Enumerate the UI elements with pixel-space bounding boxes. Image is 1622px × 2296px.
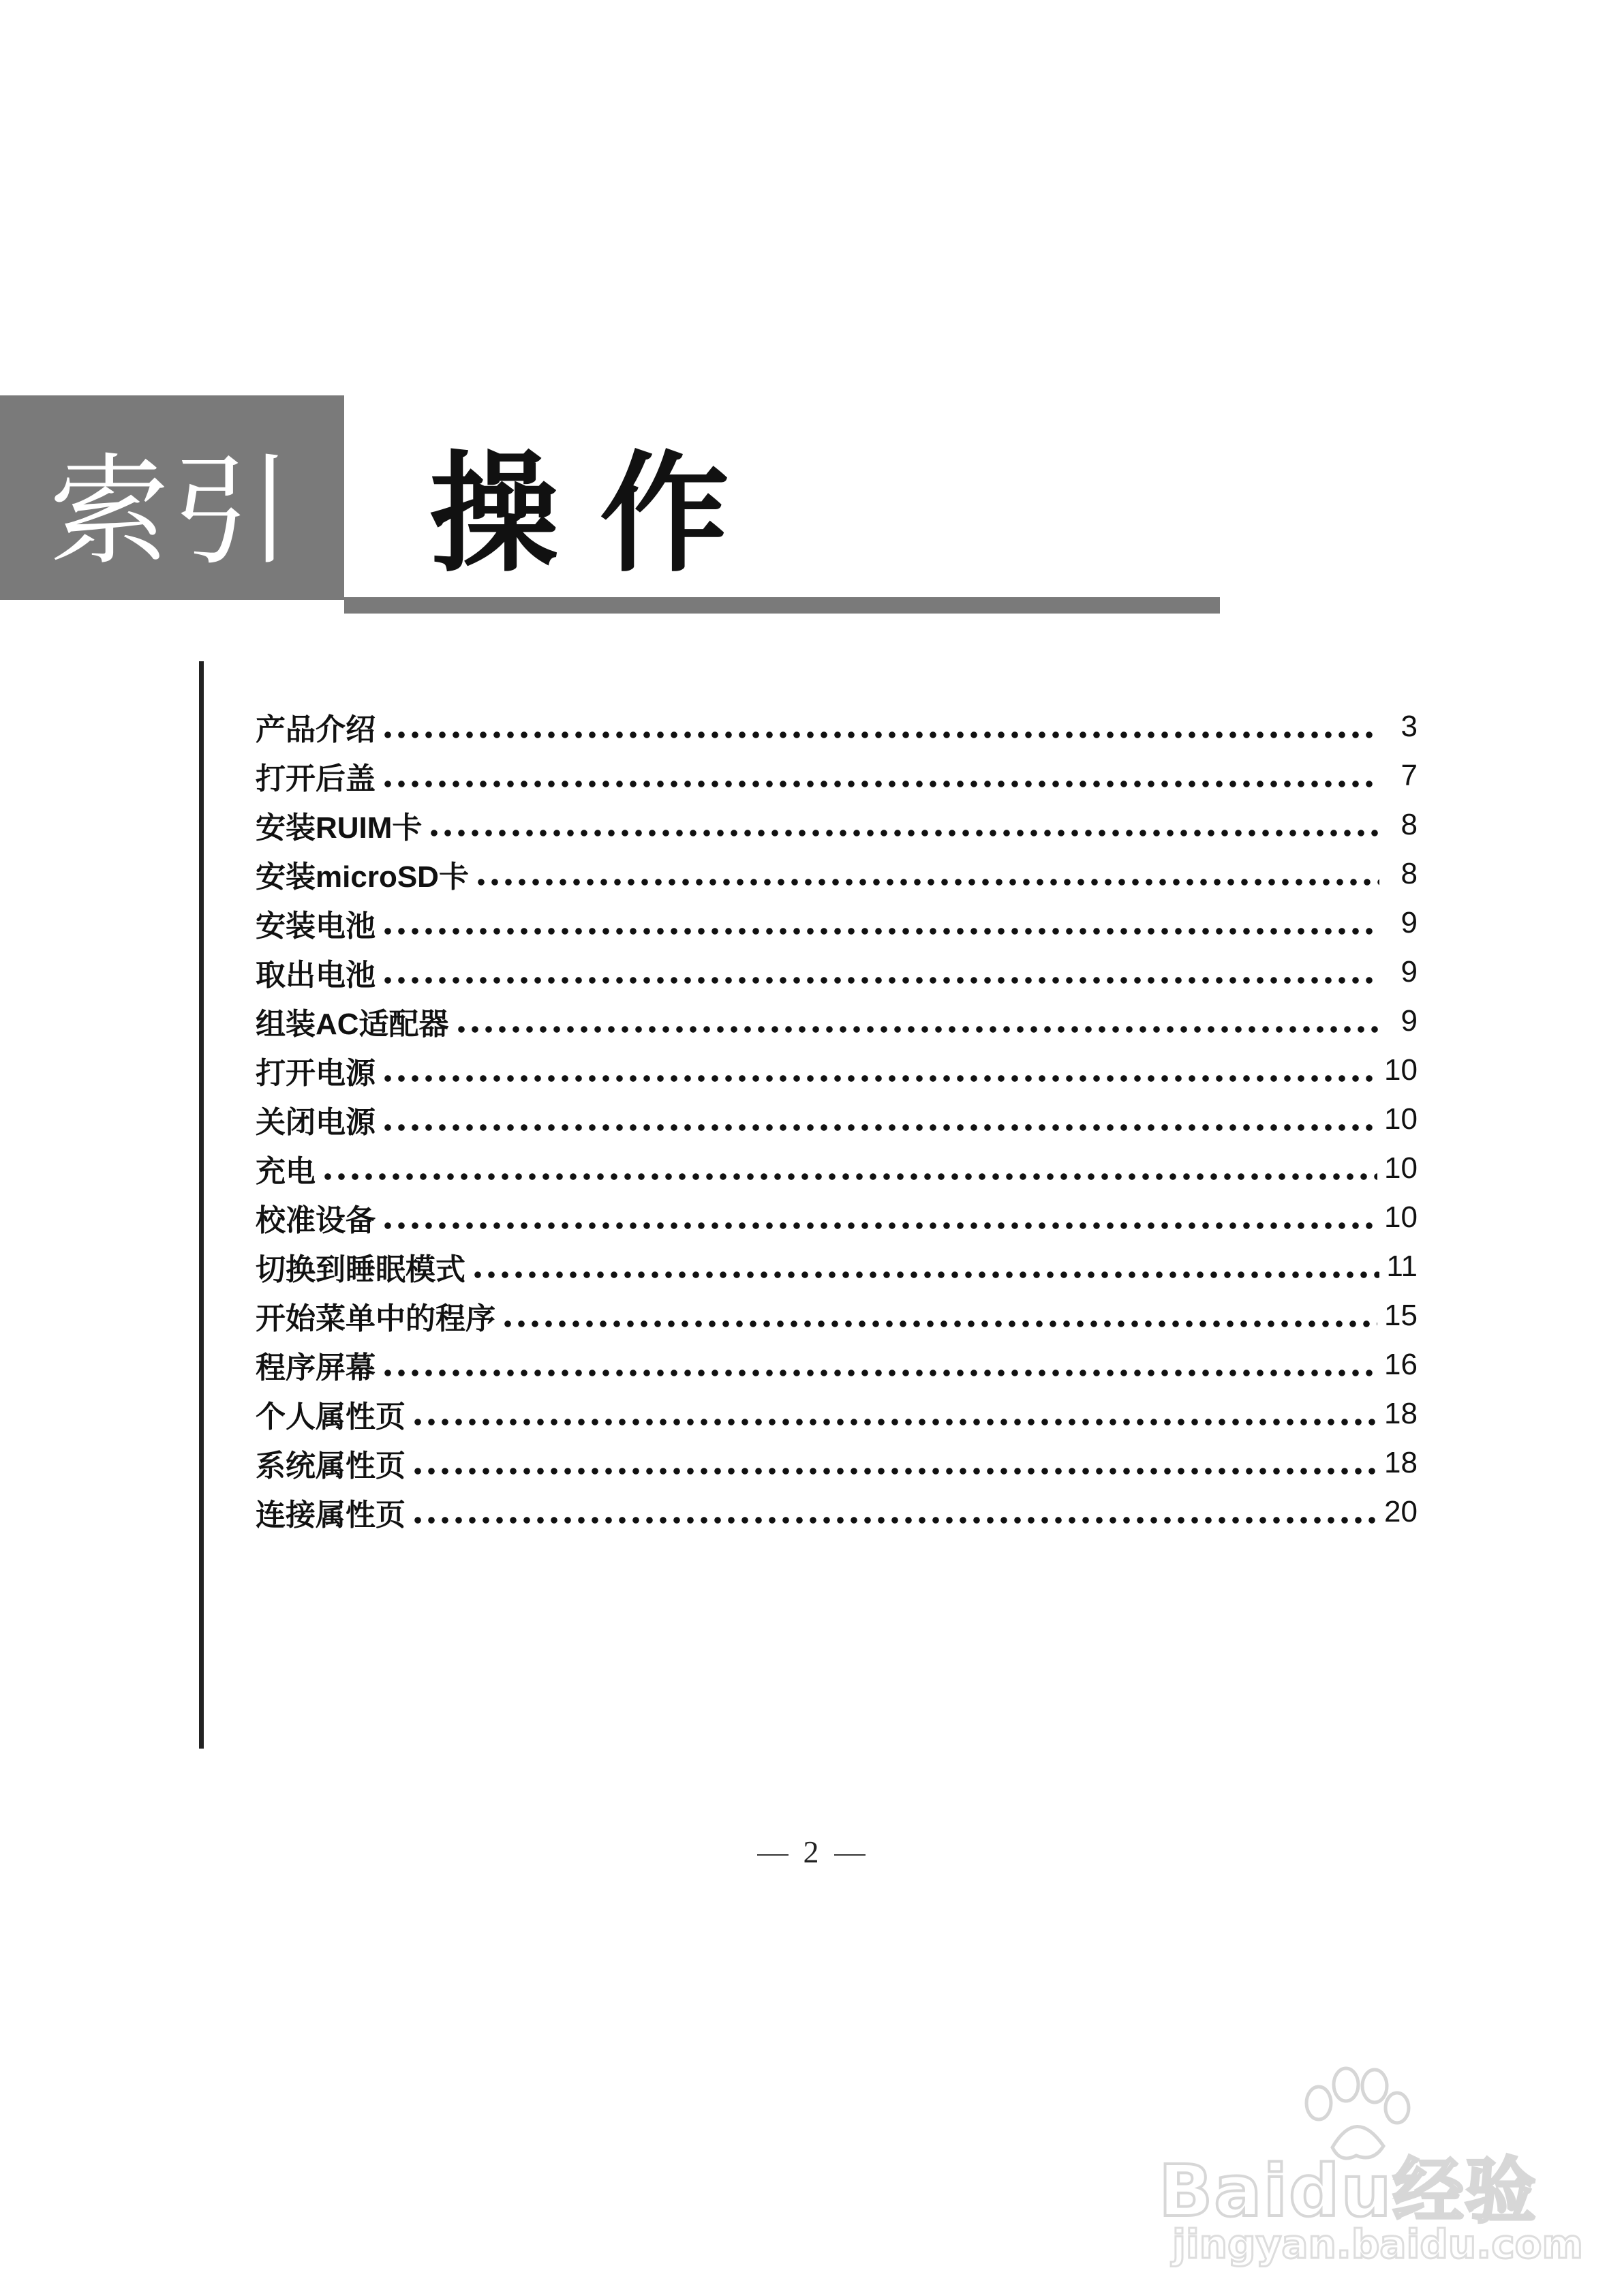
- toc-entry-title: 充电: [256, 1155, 316, 1188]
- page-footer: [0, 1834, 1622, 1870]
- toc-entry-title: 取出电池: [256, 958, 376, 992]
- toc-entry[interactable]: [256, 1487, 1418, 1537]
- toc-entry[interactable]: [256, 1242, 1418, 1291]
- toc-entry-page: 7: [1401, 759, 1418, 792]
- watermark-logo-text: Baidu经验: [1159, 2149, 1537, 2233]
- toc-entry[interactable]: [256, 1438, 1418, 1487]
- toc-entry-title: 开始菜单中的程序: [256, 1302, 495, 1335]
- toc-entry-page: 8: [1401, 808, 1418, 841]
- toc-entry-title: 安装RUIM卡: [256, 811, 423, 845]
- toc-side-rule: [199, 661, 204, 1749]
- toc-entry[interactable]: [256, 751, 1418, 800]
- toc-entry-page: 18: [1384, 1397, 1418, 1430]
- toc-entry-title: 程序屏幕: [256, 1351, 376, 1385]
- dot-leader: [381, 1222, 1377, 1230]
- toc-entry[interactable]: [256, 1291, 1418, 1340]
- toc-entry-page: 16: [1384, 1348, 1418, 1381]
- baidu-jingyan-watermark: [1159, 2066, 1583, 2270]
- toc-entry-title: 组装AC适配器: [256, 1008, 449, 1041]
- dot-leader: [381, 1123, 1377, 1132]
- dot-leader: [381, 976, 1379, 984]
- dot-leader: [381, 1074, 1377, 1083]
- dot-leader: [474, 878, 1379, 886]
- toc-entry-page: 9: [1401, 906, 1418, 939]
- toc-entry-title: 打开后盖: [256, 762, 376, 796]
- footer-dash-left: [757, 1854, 789, 1856]
- toc-entry-page: 10: [1384, 1200, 1418, 1234]
- toc-entry-page: 10: [1384, 1102, 1418, 1136]
- watermark-url: jingyan.baidu.com: [1172, 2221, 1583, 2267]
- dot-leader: [411, 1516, 1377, 1524]
- toc-entry-page: 9: [1401, 955, 1418, 988]
- dot-leader: [321, 1173, 1377, 1181]
- toc-entry[interactable]: [256, 898, 1418, 948]
- table-of-contents: [256, 702, 1418, 1537]
- toc-entry-title: 打开电源: [256, 1057, 376, 1090]
- toc-entry-page: 10: [1384, 1053, 1418, 1087]
- toc-entry-title: 个人属性页: [256, 1400, 406, 1434]
- toc-entry[interactable]: [256, 997, 1418, 1046]
- toc-entry-title: 安装microSD卡: [256, 860, 469, 894]
- toc-entry-title: 安装电池: [256, 909, 376, 943]
- dot-leader: [427, 829, 1379, 837]
- dot-leader: [381, 1369, 1377, 1377]
- toc-entry-title: 产品介绍: [256, 713, 376, 746]
- toc-entry-title: 系统属性页: [256, 1449, 406, 1483]
- dot-leader: [455, 1025, 1379, 1033]
- toc-entry-title: 切换到睡眠模式: [256, 1253, 465, 1286]
- toc-entry[interactable]: [256, 1389, 1418, 1438]
- dot-leader: [501, 1320, 1377, 1328]
- page-title: 操作: [429, 439, 771, 590]
- section-label-block: [0, 395, 344, 600]
- footer-dash-right: [834, 1854, 866, 1856]
- toc-entry-page: 9: [1401, 1004, 1418, 1038]
- toc-entry-title: 关闭电源: [256, 1106, 376, 1139]
- section-label: 索引: [49, 441, 295, 581]
- toc-entry-title: 校准设备: [256, 1204, 376, 1237]
- toc-entry-page: 18: [1384, 1446, 1418, 1479]
- toc-entry[interactable]: [256, 948, 1418, 997]
- toc-entry-title: 连接属性页: [256, 1498, 406, 1532]
- dot-leader: [381, 927, 1379, 935]
- dot-leader: [411, 1467, 1377, 1475]
- toc-entry-page: 20: [1384, 1495, 1418, 1528]
- toc-entry[interactable]: [256, 1046, 1418, 1095]
- dot-leader: [471, 1271, 1379, 1279]
- header-divider: [344, 597, 1220, 614]
- dot-leader: [411, 1418, 1377, 1426]
- toc-entry-page: 11: [1386, 1250, 1418, 1283]
- toc-entry-page: 8: [1401, 857, 1418, 890]
- dot-leader: [381, 731, 1379, 739]
- dot-leader: [381, 780, 1379, 788]
- toc-entry[interactable]: [256, 1340, 1418, 1389]
- toc-entry[interactable]: [256, 702, 1418, 751]
- toc-entry-page: 15: [1384, 1299, 1418, 1332]
- toc-entry[interactable]: [256, 1144, 1418, 1193]
- toc-entry-page: 3: [1401, 710, 1418, 743]
- toc-entry[interactable]: [256, 1193, 1418, 1242]
- toc-entry[interactable]: [256, 1095, 1418, 1144]
- page-number: 2: [803, 1834, 819, 1869]
- toc-entry-page: 10: [1384, 1151, 1418, 1185]
- toc-entry[interactable]: [256, 800, 1418, 849]
- toc-entry[interactable]: [256, 849, 1418, 898]
